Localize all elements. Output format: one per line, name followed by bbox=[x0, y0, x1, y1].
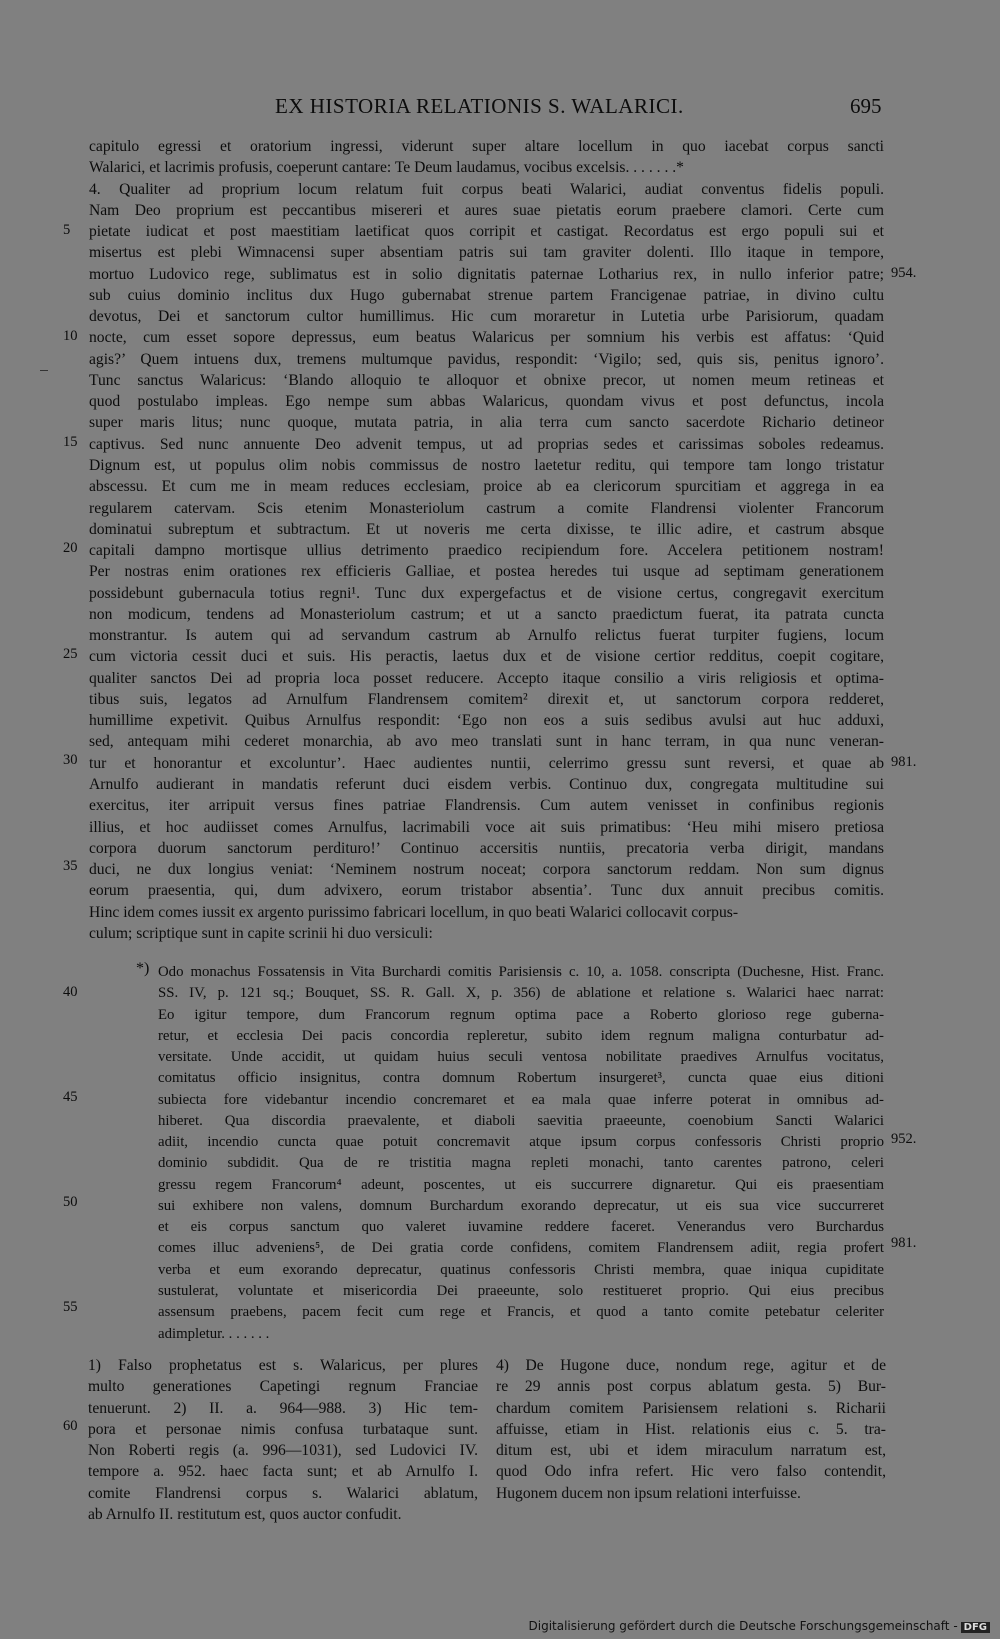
text-line: tur et honorantur et excoluntur’. Haec audientes nuntii, celerrimo gressu sunt reversi, et quae ab bbox=[89, 754, 884, 772]
text-line: nocte, cum esset sopore depressus, eum beatus Walaricus per somnium his verbis est affatus: ‘Quid bbox=[89, 329, 884, 347]
text-line: agis?’ Quem intuens dux, tremens multumque pavidus, respondit: ‘Vigilo; sed, quis sis, penitus ignoro’. bbox=[89, 350, 884, 368]
text-line: tibus suis, legatos ad Arnulfum Flandrensem comitem² direxit et, ut sanctorum corpora redderet, bbox=[89, 690, 884, 708]
margin-year: 981. bbox=[891, 754, 917, 770]
note-asterisk: *) bbox=[136, 960, 150, 977]
note-line: retur, et ecclesia Dei pacis concordia repleretur, subito idem regnum maligna conturbatur ad- bbox=[158, 1027, 884, 1044]
footnote-line: chardum comitem Parisiensem relationi s. Richarii bbox=[496, 1399, 886, 1417]
text-line: Walarici, et lacrimis profusis, coeperunt cantare: Te Deum laudamus, vocibus excelsis. . . . . . .* bbox=[89, 159, 684, 177]
footnote-line: multo generationes Capetingi regnum Franciae bbox=[88, 1378, 478, 1396]
line-number: 60 bbox=[63, 1418, 78, 1434]
note-line: Eo igitur tempore, dum Francorum regnum optima pace a Roberto glorioso rege guberna- bbox=[158, 1006, 884, 1023]
text-line: abscessu. Et cum me in meam reduces ecclesiam, proice ab ea clericorum spurcitiam et aggrega in ea bbox=[89, 478, 884, 496]
footnote-line: tenuerunt. 2) II. a. 964—988. 3) Hic tem- bbox=[88, 1399, 478, 1417]
line-number: 15 bbox=[63, 434, 78, 450]
line-number: 10 bbox=[63, 328, 78, 344]
footnote-line: 4) De Hugone duce, nondum rege, agitur et de bbox=[496, 1357, 886, 1374]
text-line: misertus est plebi Wimnacensi super absentiam patris sui tam graviter dolenti. Illo itaque in tempore, bbox=[89, 244, 884, 262]
note-line: Odo monachus Fossatensis in Vita Burchardi comitis Parisiensis c. 10, a. 1058. conscripta (Duchesne, Hist. Franc. bbox=[158, 964, 884, 980]
note-line: subiecta fore videbantur incendio concremaret et ea mala quae inferre poterat in omnibus ad- bbox=[158, 1091, 884, 1108]
text-line: monstrantur. Is autem qui ad servandum castrum ab Arnulfo relictus fuerat turpiter fugiens, locum bbox=[89, 627, 884, 645]
footnote-line: re 29 annis post corpus ablatum gesta. 5) Bur- bbox=[496, 1378, 886, 1396]
line-number: 45 bbox=[63, 1089, 78, 1105]
margin-year: 981. bbox=[891, 1235, 917, 1251]
page-number: 695 bbox=[850, 94, 882, 118]
margin-year: 952. bbox=[891, 1131, 917, 1147]
note-line: comes illuc adveniens⁵, de Dei gratia corde confidens, comitem Flandrensem adiit, regia profert bbox=[158, 1240, 884, 1257]
text-line: qualiter sanctos Dei ad propria loca posset reducere. Accepto itaque consilio a viris religiosis et optima- bbox=[89, 669, 884, 687]
note-line: gressu regem Francorum⁴ adeunt, poscentes, ut eis succurrere dignaretur. Qui eis praesentiam bbox=[158, 1176, 884, 1193]
margin-year: 954. bbox=[891, 265, 917, 281]
note-line: sui exhibere non valens, domnum Burchardum exorando deprecatur, ut eis sua vice succurreret bbox=[158, 1197, 884, 1214]
footnote-line: ab Arnulfo II. restitutum est, quos auctor confudit. bbox=[88, 1505, 402, 1523]
text-line: sed, antequam mihi cederet monarchia, ab avo meo translati sunt in hanc terram, in qua nunc veneran- bbox=[89, 733, 884, 751]
text-line: cum victoria cessit duci et suis. His peractis, laetus dux et de visione certior redditus, coepit cogitare, bbox=[89, 648, 884, 666]
note-line: hiberet. Qua discordia praevalente, et diaboli saevitia praeeunte, coenobium Sancti Walarici bbox=[158, 1112, 884, 1129]
footnote-line: quod Odo infra refert. Hic vero falso contendit, bbox=[496, 1463, 886, 1481]
footnotes-right bbox=[496, 1355, 886, 1504]
main-text bbox=[89, 136, 884, 944]
note-line: versitate. Unde accidit, ut quidam huius seculi ventosa nobilitate praedives Arnulfus vocitatus, bbox=[158, 1049, 884, 1066]
footer-text: Digitalisierung gefördert durch die Deutsche Forschungsgemeinschaft - bbox=[528, 1619, 958, 1633]
line-number: 50 bbox=[63, 1194, 78, 1210]
text-line: mortuo Ludovico rege, sublimatus est in solio dignitatis paternae Lotharius rex, in nullo inferior patre; bbox=[89, 265, 884, 283]
note-text bbox=[158, 962, 884, 1345]
line-number: 25 bbox=[63, 646, 78, 662]
text-line: captivus. Sed nunc annuente Deo advenit tempus, ut ad proprias sedes et carissimas soboles redeamus. bbox=[89, 435, 884, 453]
note-line: adimpletur. . . . . . . bbox=[158, 1325, 270, 1342]
text-line: non modicum, tendens ad Monasteriolum castrum; et ut a sancto praedictum fuerat, ita patrata cuncta bbox=[89, 605, 884, 623]
text-line: eorum praesentia, qui, dum advixero, eorum tristabor absentia’. Tunc dux annuit precibus comitis. bbox=[89, 882, 884, 900]
text-line: sub cuius dominio inclitus dux Hugo gubernabat strenue partem Francigenae patriae, in divino cultu bbox=[89, 286, 884, 304]
line-number: 40 bbox=[63, 984, 78, 1000]
line-number: 30 bbox=[63, 752, 78, 768]
text-line: Nam Deo proprium est peccantibus misereri et aures suae pietatis eorum praebere clamori. Certe cum bbox=[89, 201, 884, 219]
line-number: 35 bbox=[63, 858, 78, 874]
line-number: 5 bbox=[63, 222, 71, 238]
footnote-line: 1) Falso prophetatus est s. Walaricus, per plures bbox=[88, 1357, 478, 1374]
text-line: pietate iudicat et post maestitiam laetificat quos corripit et castigat. Recordatus est ergo populi sui et bbox=[89, 223, 884, 241]
note-line: assensum praebens, pacem fecit cum rege et Francis, et quod a tanto comite petebatur celeriter bbox=[158, 1304, 884, 1321]
running-header bbox=[0, 94, 1000, 124]
text-line: devotus, Dei et sanctorum cultor humillimus. Hic cum moraretur in Lutetia urbe Parisiorum, quadam bbox=[89, 308, 884, 326]
text-line: capitulo egressi et oratorium ingressi, viderunt super altare locellum in quo iacebat corpus sancti bbox=[89, 138, 884, 155]
note-line: dominio subdidit. Qua de re tristitia magna repleti monachi, tanto carentes patrono, celeri bbox=[158, 1155, 884, 1172]
note-line: sustulerat, voluntate et misericordia Dei praeeunte, solo restitueret proprio. Qui eius precibus bbox=[158, 1282, 884, 1299]
footnote-line: ditum est, ubi et idem miraculum narratum est, bbox=[496, 1442, 886, 1460]
text-line: Per nostras enim orationes rex efficieris Galliae, et postea heredes tui usque ad septimam generationem bbox=[89, 563, 884, 581]
margin-mark bbox=[40, 370, 48, 371]
note-line: SS. IV, p. 121 sq.; Bouquet, SS. R. Gall. X, p. 356) de ablatione et relatione s. Walarici haec narrat: bbox=[158, 985, 884, 1002]
line-number: 55 bbox=[63, 1299, 78, 1315]
text-line: corpora duorum sanctorum perdituro!’ Continuo accersitis nuntiis, precatoria verba dirigit, mandans bbox=[89, 839, 884, 857]
line-number: 20 bbox=[63, 540, 78, 556]
note-line: et eis corpus sanctum quo valeret iuvamine reddere faceret. Venerandus vero Burchardus bbox=[158, 1219, 884, 1236]
footnote-line: pora et personae nimis confusa turbataque sunt. bbox=[88, 1420, 478, 1438]
text-line: capitali dampno mortisque ullius detrimento praedico recipiendum fore. Accelera petitionem nostram! bbox=[89, 542, 884, 560]
footer-credit bbox=[529, 1619, 991, 1633]
text-line: possidebunt gubernacula totius regni¹. Tunc dux expergefactus et de visione certus, congregavit exercitum bbox=[89, 584, 884, 602]
dfg-logo: DFG bbox=[961, 1622, 990, 1633]
text-line: dominatui subreptum et subtractum. Et ut noveris me certa dixisse, te illic adire, et castrum absque bbox=[89, 520, 884, 538]
text-line: quod postulabo impleas. Ego nempe sum abbas Walaricus, quondam vivus et post defunctus, incola bbox=[89, 393, 884, 411]
footnote-line: Hugonem ducem non ipsum relationi interfuisse. bbox=[496, 1484, 801, 1502]
note-line: comitatus officio insignitus, contra domnum Robertum insurgeret³, cuncta quae eius ditioni bbox=[158, 1070, 884, 1087]
text-line: duci, ne dux longius veniat: ‘Neminem nostrum noceat; corpora sanctorum reddam. Non sum dignus bbox=[89, 861, 884, 879]
text-line: Arnulfo audierant in mandatis referunt duci eisdem verbis. Continuo dux, congregata multitudine sui bbox=[89, 775, 884, 793]
footnote-line: tempore a. 952. haec facta sunt; et ab Arnulfo I. bbox=[88, 1463, 478, 1481]
text-line: culum; scriptique sunt in capite scrinii hi duo versiculi: bbox=[89, 924, 433, 942]
text-line: illius, et hoc audiisset comes Arnulfus, lacrimabili voce ait suis primatibus: ‘Heu mihi misero pretiosa bbox=[89, 818, 884, 836]
text-line: humillime expetivit. Quibus Arnulfus respondit: ‘Ego non eos a suis sedibus avulsi aut huc adduxi, bbox=[89, 712, 884, 730]
note-line: adiit, incendio cuncta quae potuit concremavit atque ipsum corpus confessoris Christi proprio bbox=[158, 1134, 884, 1151]
text-line: Dignum est, ut populus olim nobis commissus de nostro laetetur reditu, qui tempore tam longo tristatur bbox=[89, 456, 884, 474]
footnotes-left bbox=[88, 1355, 478, 1525]
note-line: verba et eum exorando deprecatur, quatinus confessoris Christi membra, quae iniqua cupiditate bbox=[158, 1261, 884, 1278]
page-title: EX HISTORIA RELATIONIS S. WALARICI. bbox=[275, 94, 684, 118]
footnote-line: affuisse, etiam in Hist. relationis eius c. 5. tra- bbox=[496, 1420, 886, 1438]
text-line: super maris litus; nunc quoque, mutata patria, in alia terra cum sancto sacerdote Richario detineor bbox=[89, 414, 884, 432]
footnote-line: Non Roberti regis (a. 996—1031), sed Ludovici IV. bbox=[88, 1442, 478, 1460]
text-line: Tunc sanctus Walaricus: ‘Blando alloquio te alloquor et obnixe precor, ut nomen meum retineas et bbox=[89, 371, 884, 389]
text-line: 4. Qualiter ad proprium locum relatum fuit corpus beati Walarici, audiat conventus fidelis populi. bbox=[89, 180, 884, 198]
text-line: exercitus, iter arripuit versus fines patriae Flandrensis. Cum autem venisset in confinibus regionis bbox=[89, 797, 884, 815]
footnote-line: comite Flandrensi corpus s. Walarici ablatum, bbox=[88, 1484, 478, 1502]
text-line: regularem catervam. Scis etenim Monasteriolum castrum a comite Flandrensi violenter Francorum bbox=[89, 499, 884, 517]
text-line: Hinc idem comes iussit ex argento purissimo fabricari locellum, in quo beati Walarici collocavit corpus- bbox=[89, 903, 739, 921]
